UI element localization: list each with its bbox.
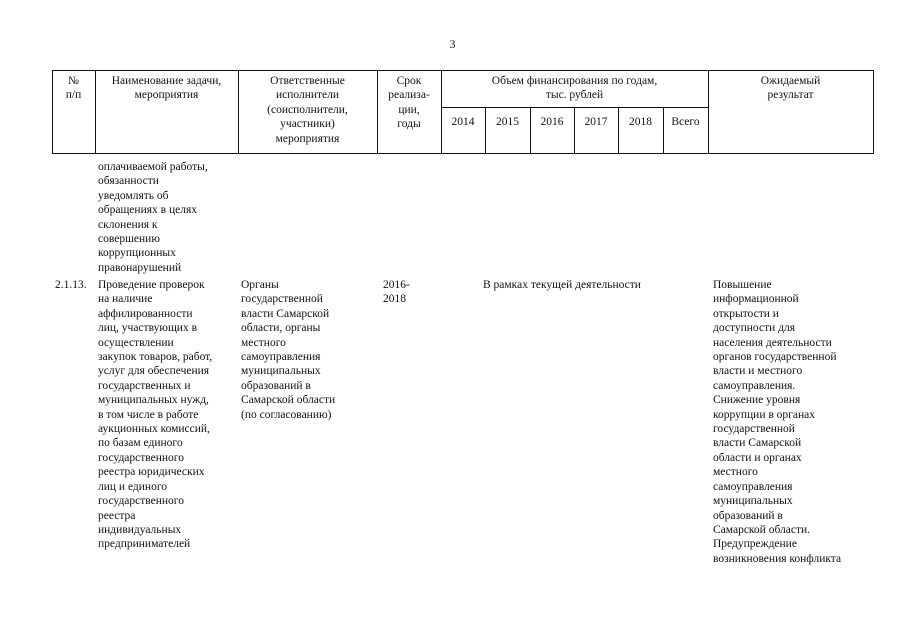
implementation-term: 2016- 2018	[383, 279, 410, 306]
task-name: Проведение проверок на наличие аффилированности лиц, участвующих в осуществлении закупок товаров, работ, услуг для обеспечения государственных и муниципальных нужд, в том числе в работе аукционных комиссий, по базам единого государственного реестра юридических лиц и единого государственного реестра индивидуальных предпринимателей	[98, 279, 213, 551]
header-year-2015: 2015	[496, 116, 519, 128]
header-year-2014: 2014	[451, 116, 475, 128]
header-name: Наименование задачи, мероприятия	[111, 75, 222, 102]
continued-task-name: оплачиваемой работы, обязанности уведомлять об обращениях в целях склонения к совершению коррупционных правонарушений	[98, 161, 208, 274]
header-year-2017: 2017	[584, 116, 608, 128]
header-year-2016: 2016	[540, 116, 564, 128]
header-bottom-border	[52, 153, 874, 154]
header-executors: Ответственные исполнители (соисполнители, участники) мероприятия	[267, 75, 348, 145]
funding-note: В рамках текущей деятельности	[483, 279, 641, 291]
header-term: Срок реализа- ции, годы	[388, 75, 430, 131]
header-year-2018: 2018	[629, 116, 652, 128]
header-total: Всего	[671, 116, 700, 128]
table-header	[52, 70, 874, 154]
header-top-border	[52, 70, 874, 71]
executors: Органы государственной власти Самарской области, органы местного самоуправления муниципальных образований в Самарской области (по согласованию)	[241, 279, 336, 421]
row-number: 2.1.13.	[55, 279, 87, 291]
header-result: Ожидаемый результат	[760, 75, 821, 102]
page-number: 3	[449, 37, 456, 51]
header-num: № п/п	[65, 75, 82, 102]
header-funding: Объем финансирования по годам, тыс. рублей	[491, 75, 658, 102]
expected-result: Повышение информационной открытости и доступности для населения деятельности органов государственной власти и местного самоуправления. Снижение уровня коррупции в органах государственной власти Самарской области и органах местного самоуправления муниципальных образований в Самарской области. Предупреждение возникновения конфликта	[713, 279, 842, 565]
